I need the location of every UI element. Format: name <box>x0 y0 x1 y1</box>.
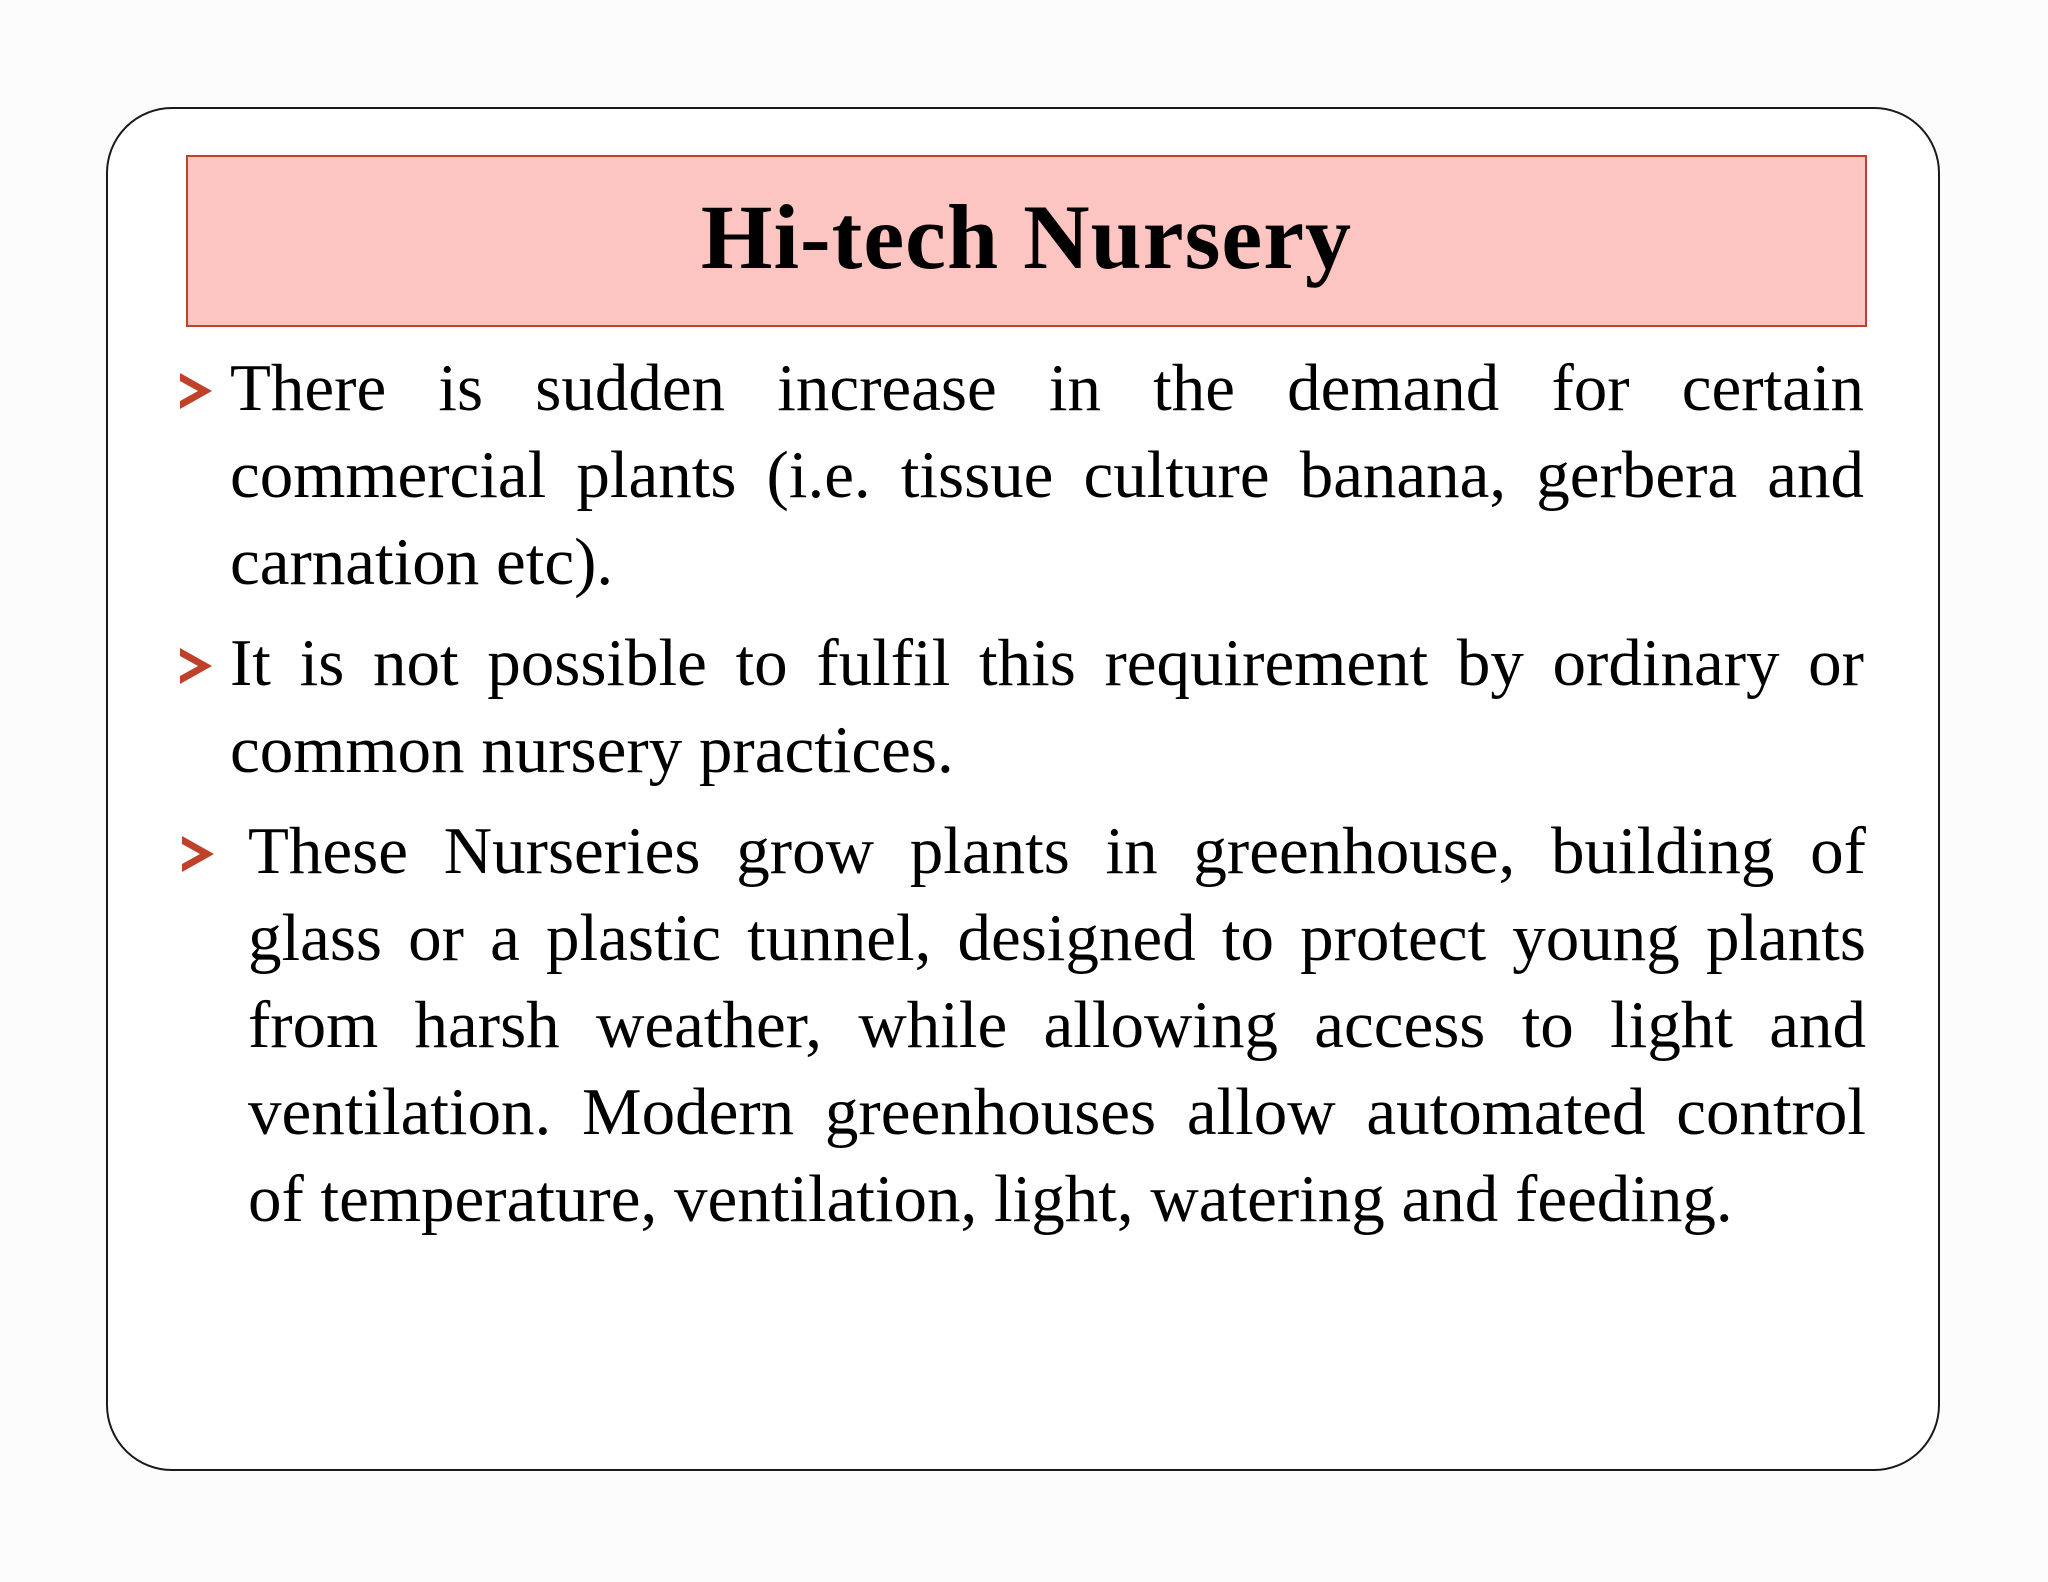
arrow-bullet-icon <box>178 646 214 686</box>
bullet-text: There is sudden increase in the demand for certain commercial plants (i.e. tissue culture banana, gerbera and carnation etc). <box>230 351 1864 599</box>
arrow-bullet-icon <box>178 371 214 411</box>
bullet-text: It is not possible to fulfil this requirement by ordinary or common nursery practices. <box>230 626 1864 787</box>
slide-title: Hi-tech Nursery <box>700 186 1353 288</box>
title-banner <box>186 155 1867 327</box>
arrow-bullet-icon <box>180 834 216 874</box>
bullet-text: These Nurseries grow plants in greenhouse, building of glass or a plastic tunnel, designed to protect young plants from harsh weather, while allowing access to light and ventilation. Modern greenhouses allow automated control of temperature, ventilation, light, watering and feeding. <box>248 814 1866 1236</box>
